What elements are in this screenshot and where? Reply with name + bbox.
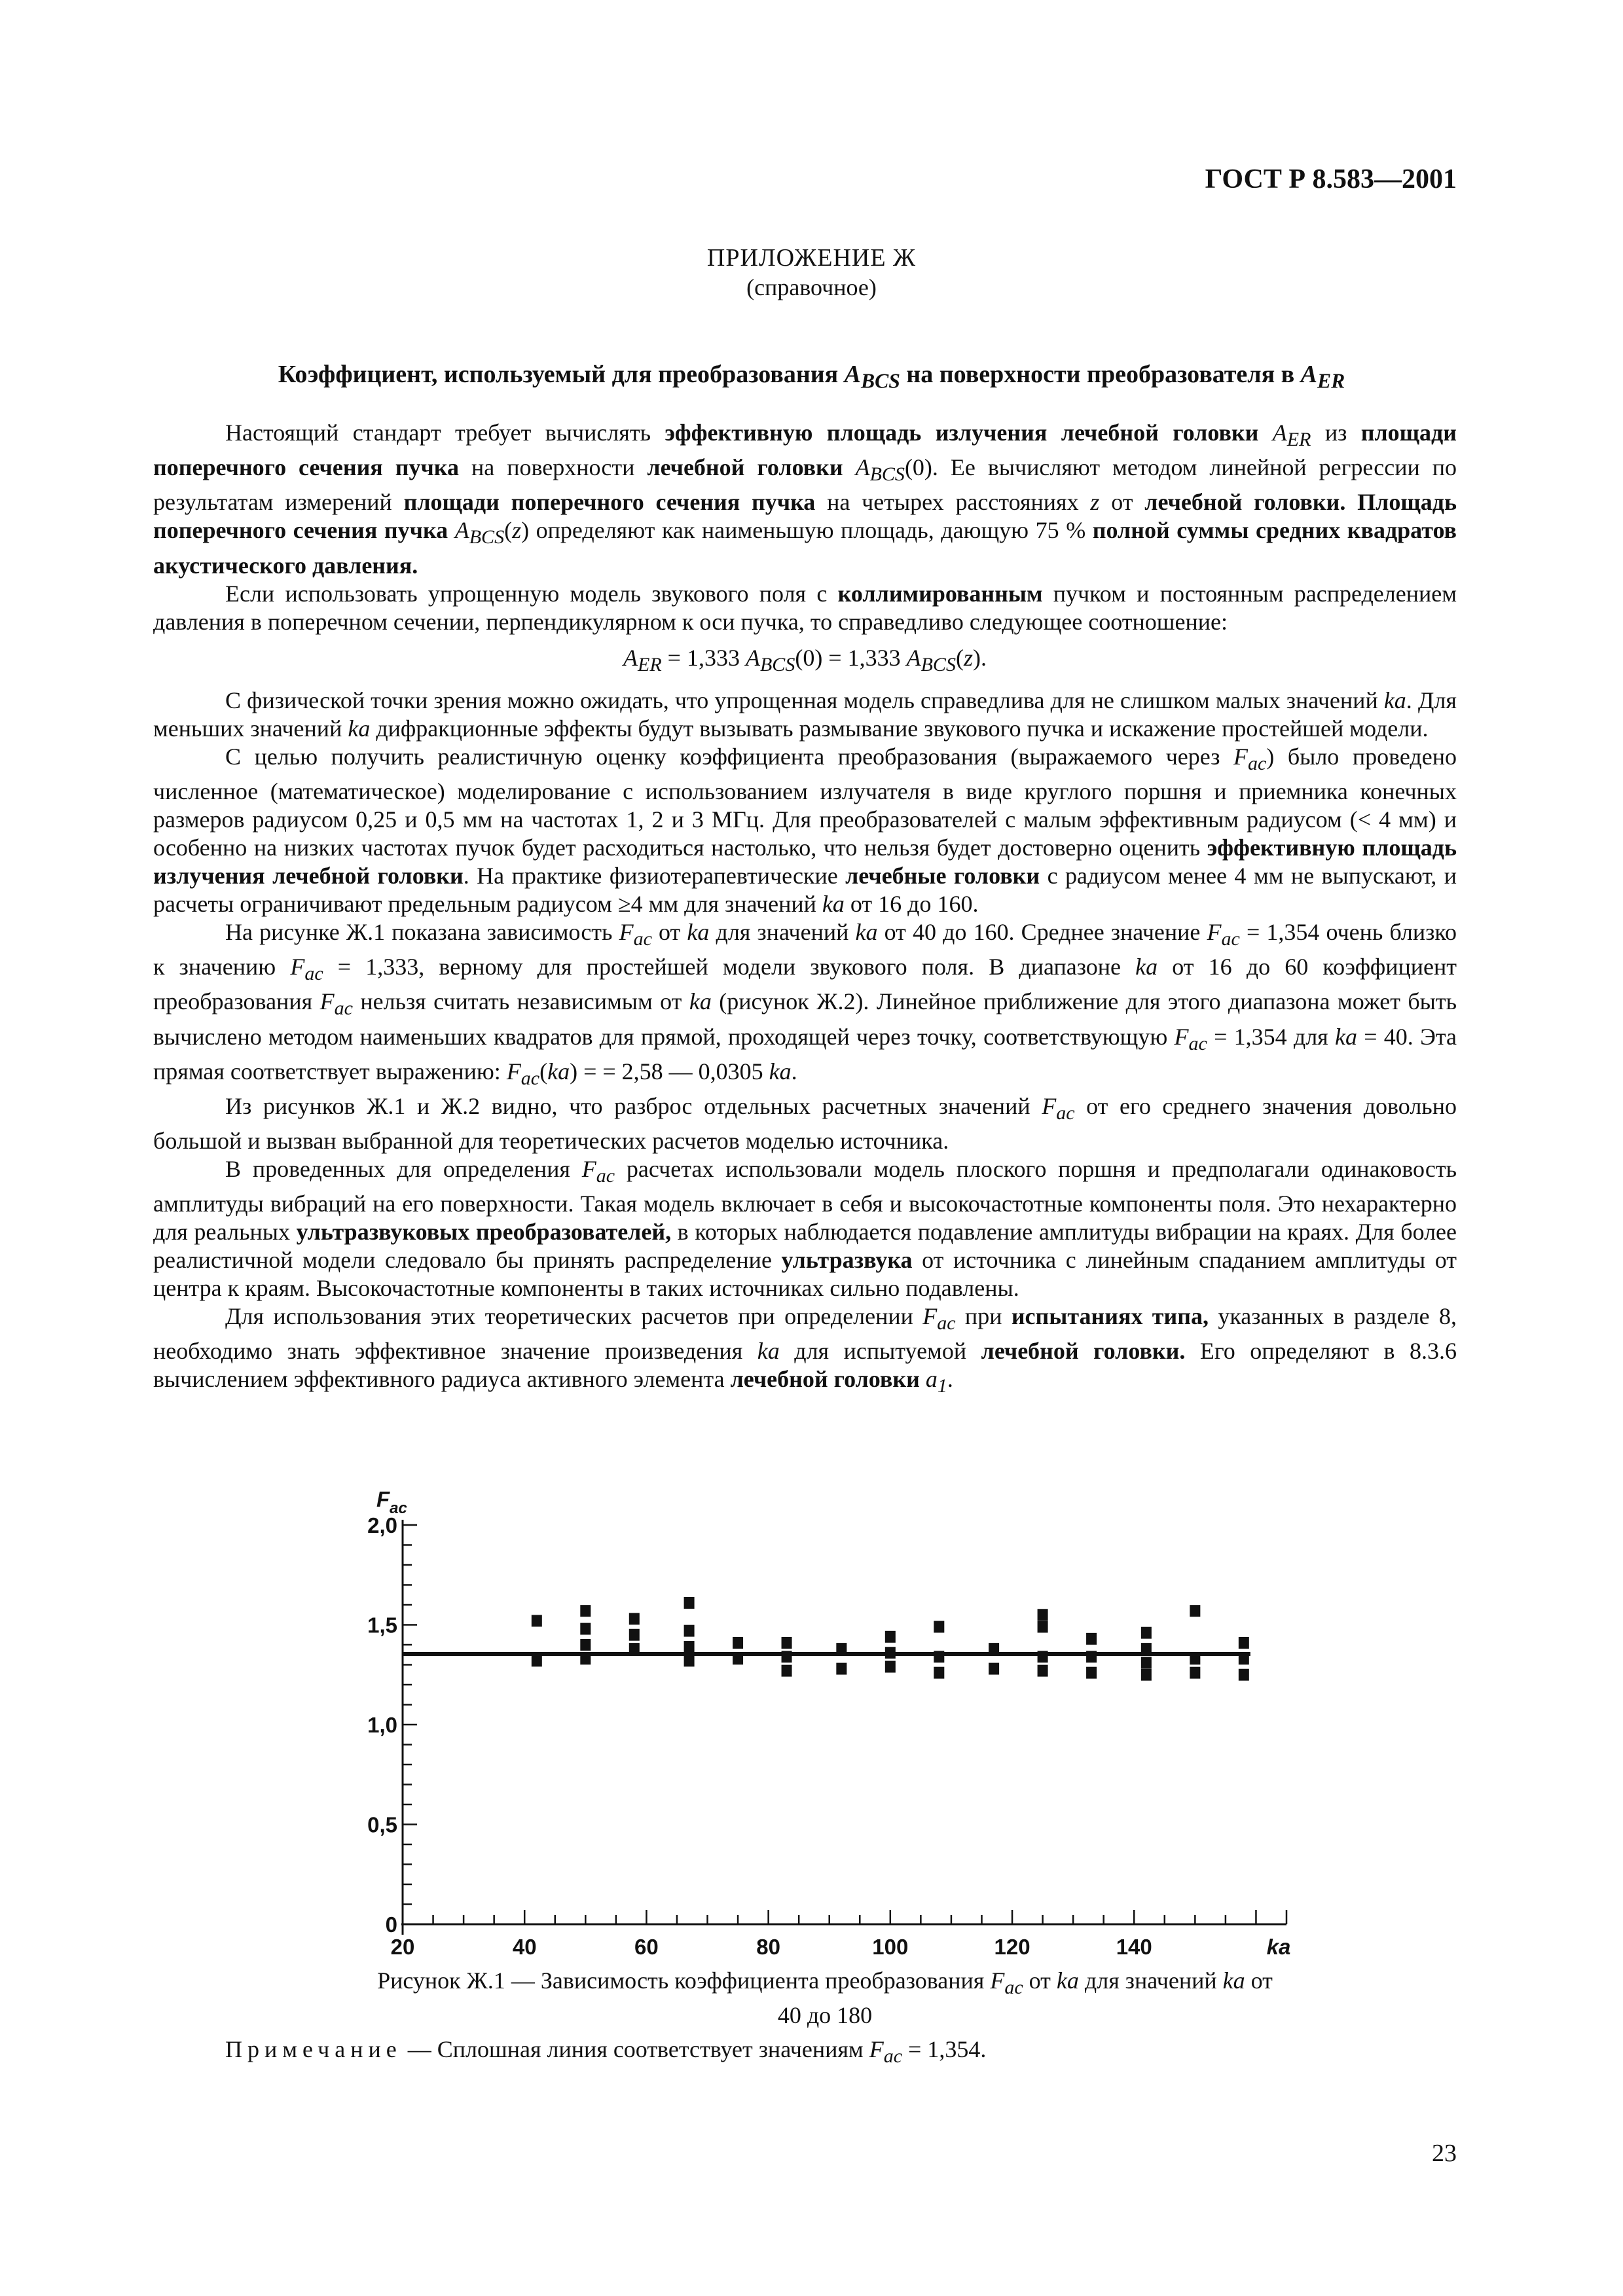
data-point <box>629 1613 640 1624</box>
data-point <box>934 1667 944 1679</box>
body-text <box>153 419 1457 1401</box>
y-tick-label: 1,0 <box>367 1713 397 1737</box>
figure-chart <box>327 1466 1309 1959</box>
data-point <box>532 1655 542 1666</box>
x-tick-label: 140 <box>1116 1935 1152 1959</box>
x-tick-label: 20 <box>390 1935 415 1959</box>
scatter-chart <box>327 1466 1309 1959</box>
data-point <box>989 1643 999 1655</box>
data-point <box>1038 1621 1048 1633</box>
data-point <box>532 1615 542 1626</box>
paragraph: Если использовать упрощенную модель звукового поля с коллимированным пучком и постоянным распределением давления в поперечном сечении, перпендикулярном к оси пучка, то справедливо следующее соотношение: <box>153 580 1457 635</box>
data-point <box>1190 1667 1200 1679</box>
standard-number: ГОСТ Р 8.583—2001 <box>1205 164 1457 194</box>
data-point <box>836 1643 847 1655</box>
x-tick-label: 80 <box>756 1935 780 1959</box>
data-point <box>580 1653 591 1664</box>
data-point <box>684 1597 695 1609</box>
annex-title: ПРИЛОЖЕНИЕ Ж <box>706 244 917 272</box>
data-point <box>934 1621 944 1633</box>
y-tick-label: 1,5 <box>367 1613 397 1638</box>
y-tick-label: 0,5 <box>367 1812 397 1837</box>
data-point <box>1141 1643 1152 1655</box>
paragraph: На рисунке Ж.1 показана зависимость $F_{ac}$ от ka для значений ka от 40 до 160. Среднее значение $F_{ac} = 1,354$ очень близко к значению $F_{ac} = 1,333$, верному для простейшей модели звукового поля. В диапазоне ka от 16 до 60 коэффициент преобразования $F_{ac}$ нельзя считать независимым от ka (рисунок Ж.2). Линейное приближение для этого диапазона может быть вычислено методом наименьших квадратов для прямой, проходящей через точку, соответствующую $F_{ac} = 1,354$ для ka = 40. Эта прямая соответствует выражению: $F_{ac}(ka)$ = = 2,58 — 0,0305 ka. <box>153 918 1457 1089</box>
formula: $A_{ER} = 1,333$ $A_{BCS}(0) = 1,333$ $A_{BCS}(z)$. <box>623 644 987 675</box>
note-label: Примечание <box>225 2036 402 2062</box>
data-point <box>580 1639 591 1651</box>
data-point <box>836 1663 847 1675</box>
data-point <box>629 1643 640 1655</box>
data-point <box>782 1651 792 1662</box>
paragraph: С целью получить реалистичную оценку коэффициента преобразования (выражаемого через $F_{ac}$) было проведено численное (математическое) моделирование с использованием излучателя в виде круглого поршня и приемника конечных размеров радиусом 0,25 и 0,5 мм на частотах 1, 2 и 3 МГц. Для преобразователей с малым эффективным радиусом (< 4 мм) и особенно на низких частотах пучок будет расходиться настолько, что нельзя будет достоверно оценить эффективную площадь излучения лечебной головки. На практике физиотерапевтические лечебные головки с радиусом менее 4 мм не выпускают, и расчеты ограничивают предельным радиусом ≥4 мм для значений ka от 16 до 160. <box>153 743 1457 917</box>
data-point <box>782 1637 792 1649</box>
y-axis-label: $F_{ac}$ <box>376 1487 407 1517</box>
data-point <box>580 1605 591 1617</box>
data-point <box>1239 1637 1249 1649</box>
paragraph: В проведенных для определения $F_{ac}$ расчетах использовали модель плоского поршня и предполагали одинаковость амплитуды вибраций на его поверхности. Такая модель включает в себя и высокочастотные компоненты поля. Это нехарактерно для реальных ультразвуковых преобразователей, в которых наблюдается подавление амплитуды вибрации на краях. Для более реалистичной модели следовало бы принять распределение ультразвука от источника с линейным спаданием амплитуды от центра к краям. Высокочастотные компоненты в таких источниках сильно подавлены. <box>153 1156 1457 1302</box>
data-point <box>1038 1609 1048 1621</box>
page-number: 23 <box>1432 2140 1457 2167</box>
data-point <box>934 1651 944 1662</box>
paragraph: Для использования этих теоретических расчетов при определении $F_{ac}$ при испытаниях типа, указанных в разделе 8, необходимо знать эффективное значение произведения ka для испытуемой лечебной головки. Его определяют в 8.3.6 вычислением эффективного радиуса активного элемента лечебной головки $a_1$. <box>153 1303 1457 1397</box>
figure-note <box>225 2036 986 2068</box>
y-tick-label: 0 <box>385 1912 397 1937</box>
data-point <box>885 1631 896 1643</box>
data-point <box>1141 1669 1152 1681</box>
data-point <box>782 1665 792 1677</box>
data-point <box>1190 1653 1200 1664</box>
data-point <box>1086 1651 1097 1662</box>
x-tick-label: 60 <box>634 1935 659 1959</box>
data-point <box>1190 1605 1200 1617</box>
data-point <box>733 1637 743 1649</box>
x-tick-label: 40 <box>512 1935 537 1959</box>
x-tick-label: 120 <box>994 1935 1030 1959</box>
paragraph: С физической точки зрения можно ожидать, что упрощенная модель справедлива для не слишком малых значений ka. Для меньших значений ka дифракционные эффекты будут вызывать размывание звукового пучка и искажение простейшей модели. <box>153 687 1457 742</box>
data-point <box>1038 1665 1048 1677</box>
data-point <box>684 1655 695 1666</box>
data-point <box>1239 1669 1249 1681</box>
data-point <box>1038 1651 1048 1662</box>
annex-subtitle: (справочное) <box>746 274 877 300</box>
data-point <box>1086 1633 1097 1645</box>
paragraph: Из рисунков Ж.1 и Ж.2 видно, что разброс отдельных расчетных значений $F_{ac}$ от его среднего значения довольно большой и вызван выбранной для теоретических расчетов моделью источника. <box>153 1092 1457 1155</box>
note-text: — Сплошная линия соответствует значениям $F_{ac} = 1,354$. <box>407 2036 987 2068</box>
data-point <box>580 1623 591 1635</box>
data-point <box>1086 1667 1097 1679</box>
x-axis-label: ka <box>1266 1935 1291 1959</box>
section-heading: Коэффициент, используемый для преобразования $A_{BCS}$ на поверхности преобразователя в $A_{ER}$ <box>278 361 1345 393</box>
data-point <box>684 1625 695 1637</box>
figure-caption: Рисунок Ж.1 — Зависимость коэффициента преобразования $F_{ac}$ от ka для значений ka от 40 до 180 <box>377 1967 1273 2029</box>
x-tick-label: 100 <box>872 1935 909 1959</box>
data-point <box>885 1661 896 1673</box>
data-point <box>1239 1653 1249 1664</box>
data-point <box>1141 1627 1152 1639</box>
data-point <box>885 1647 896 1659</box>
y-tick-label: 2,0 <box>367 1513 397 1537</box>
data-point <box>1141 1657 1152 1668</box>
data-point <box>629 1629 640 1641</box>
data-point <box>684 1641 695 1653</box>
paragraph: Настоящий стандарт требует вычислять эффективную площадь излучения лечебной головки $A_{ER}$ из площади поперечного сечения пучка на поверхности лечебной головки $A_{BCS}(0)$. Ее вычисляют методом линейной регрессии по результатам измерений площади поперечного сечения пучка на четырех расстояниях z от лечебной головки. Площадь поперечного сечения пучка $A_{BCS}(z)$ определяют как наименьшую площадь, дающую 75 % полной суммы средних квадратов акустического давления. <box>153 420 1457 579</box>
data-point <box>733 1653 743 1664</box>
data-point <box>989 1663 999 1675</box>
